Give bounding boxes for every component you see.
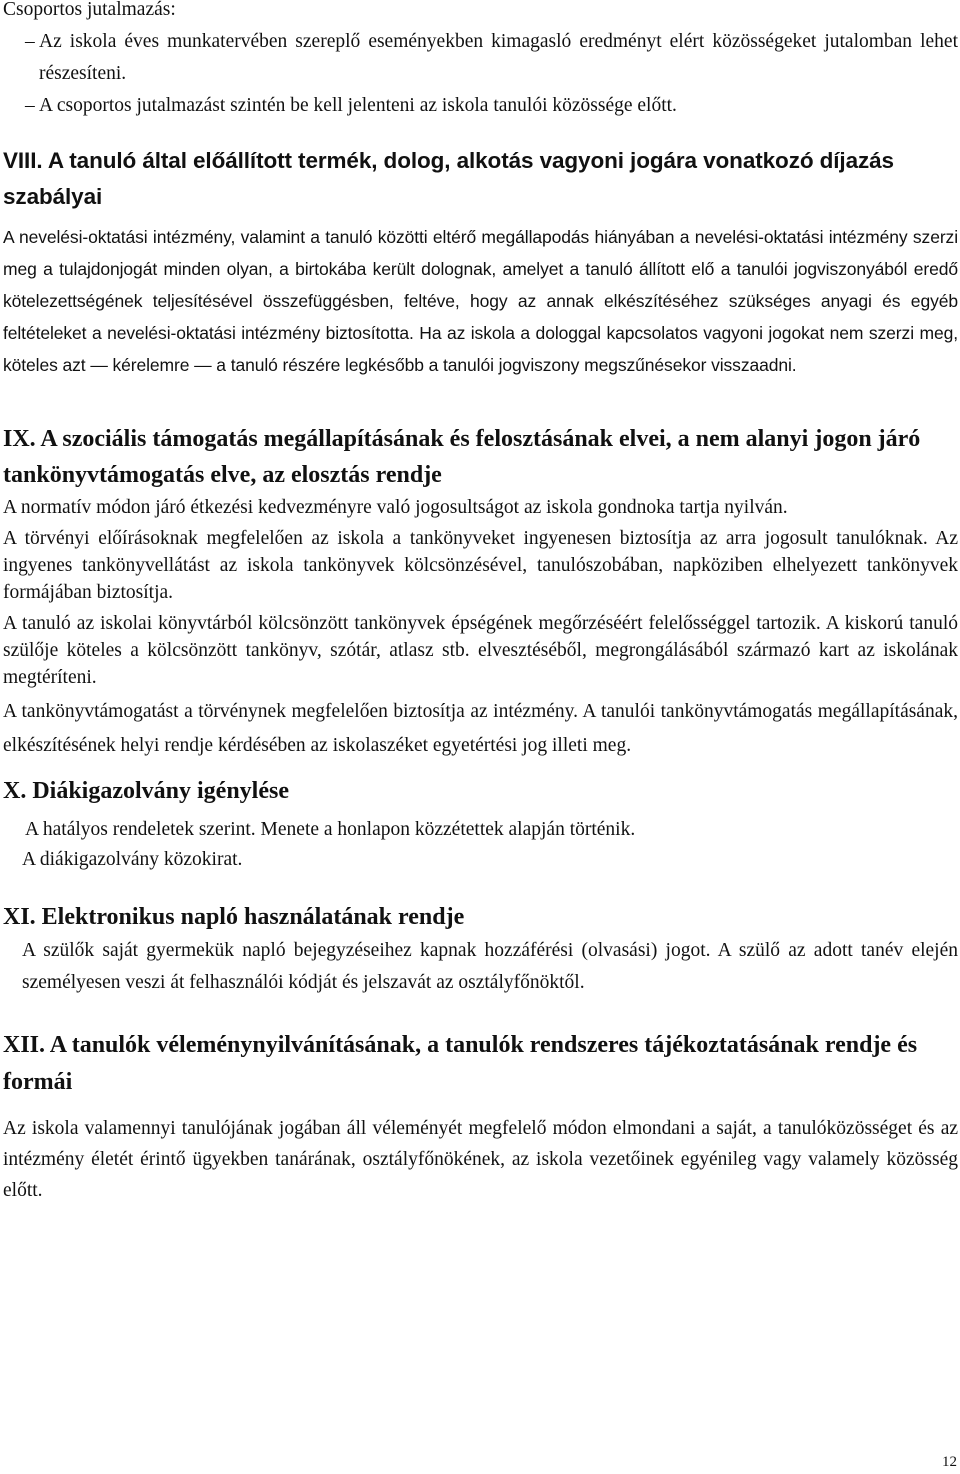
list-item-text: Az iskola éves munkatervében szereplő eseményekben kimagasló eredményt elért közösségeket jutalomban lehet részesíteni. bbox=[39, 31, 958, 84]
section-10-line-2: A diákigazolvány közokirat. bbox=[22, 849, 243, 870]
section-10-line-1: A hatályos rendeletek szerint. Menete a honlapon közzétettek alapján történik. bbox=[25, 819, 636, 840]
section-9-paragraph-1: A normatív módon járó étkezési kedvezményre való jogosultságot az iskola gondnoka tartja nyilván. bbox=[3, 497, 788, 518]
section-9-paragraph-4: A tankönyvtámogatást a törvénynek megfelelően biztosítja az intézmény. A tanulói tankönyvtámogatás megállapításának, elkészítésének helyi rendje kérdésében az iskolaszéket egyetértési jog illeti meg. bbox=[3, 701, 958, 756]
section-8-title: VIII. A tanuló által előállított termék, dolog, alkotás vagyoni jogára vonatkozó díjazás szabályai bbox=[3, 148, 894, 209]
list-item bbox=[25, 26, 958, 90]
section-12-paragraph: Az iskola valamennyi tanulójának jogában áll véleményét megfelelő módon elmondani a saját, a tanulóközösséget és az intézmény életét érintő ügyekben tanárának, osztályfőnökének, az iskola vezetőinek egyénileg vagy valamely közösség előtt. bbox=[3, 1118, 958, 1201]
list-item bbox=[25, 90, 958, 122]
section-9-paragraph-3: A tanuló az iskolai könyvtárból kölcsönzött tankönyvek épségének megőrzéséért felelősséggel tartozik. A kiskorú tanuló szülője köteles a kölcsönzött tankönyv, szótár, atlasz stb. elvesztéséből, megrongálásából származó kart az iskolának megtéríteni. bbox=[3, 613, 958, 688]
intro-heading: Csoportos jutalmazás: bbox=[3, 0, 176, 20]
intro-list bbox=[3, 26, 958, 122]
section-10-title: X. Diákigazolvány igénylése bbox=[3, 778, 289, 804]
section-12-title: XII. A tanulók véleménynyilvánításának, a tanulók rendszeres tájékoztatásának rendje és formái bbox=[3, 1032, 918, 1095]
document-page bbox=[3, 0, 958, 1206]
dash-bullet: – bbox=[25, 31, 35, 52]
section-9-title: IX. A szociális támogatás megállapításának és felosztásának elvei, a nem alanyi jogon járó tankönyvtámogatás elve, az elosztás rendje bbox=[3, 426, 921, 488]
page-number: 12 bbox=[942, 1454, 957, 1470]
section-9-paragraph-2: A törvényi előírásoknak megfelelően az iskola a tankönyveket ingyenesen biztosítja az arra jogosult tanulóknak. Az ingyenes tankönyvellátást az iskola tankönyvek kölcsönzésével, tanulószobában, napköziben elhelyezett tankönyvek formájában biztosítja. bbox=[3, 528, 958, 603]
section-11-paragraph: A szülők saját gyermekük napló bejegyzéseihez kapnak hozzáférési (olvasási) jogot. A szülő az adott tanév elején személyesen veszi át felhasználói kódját és jelszavát az osztályfőnöktől. bbox=[22, 940, 958, 993]
section-8-paragraph: A nevelési-oktatási intézmény, valamint a tanuló közötti eltérő megállapodás hiányában a nevelési-oktatási intézmény szerzi meg a tulajdonjogát minden olyan, a birtokába került dolognak, amelyet a tanuló állított elő a tanulói jogviszonyából eredő kötelezettségének teljesítésével összefüggésben, feltéve, hogy az annak elkészítéséhez szükséges anyagi és egyéb feltételeket a nevelési-oktatási intézmény biztosította. Ha az iskola a dologgal kapcsolatos vagyoni jogokat nem szerzi meg, köteles azt — kérelemre — a tanuló részére legkésőbb a tanulói jogviszony megszűnésekor visszaadni. bbox=[3, 227, 958, 375]
list-item-text: A csoportos jutalmazást szintén be kell jelenteni az iskola tanulói közössége előtt. bbox=[39, 95, 677, 116]
dash-bullet: – bbox=[25, 95, 35, 116]
section-11-title: XI. Elektronikus napló használatának rendje bbox=[3, 904, 465, 930]
